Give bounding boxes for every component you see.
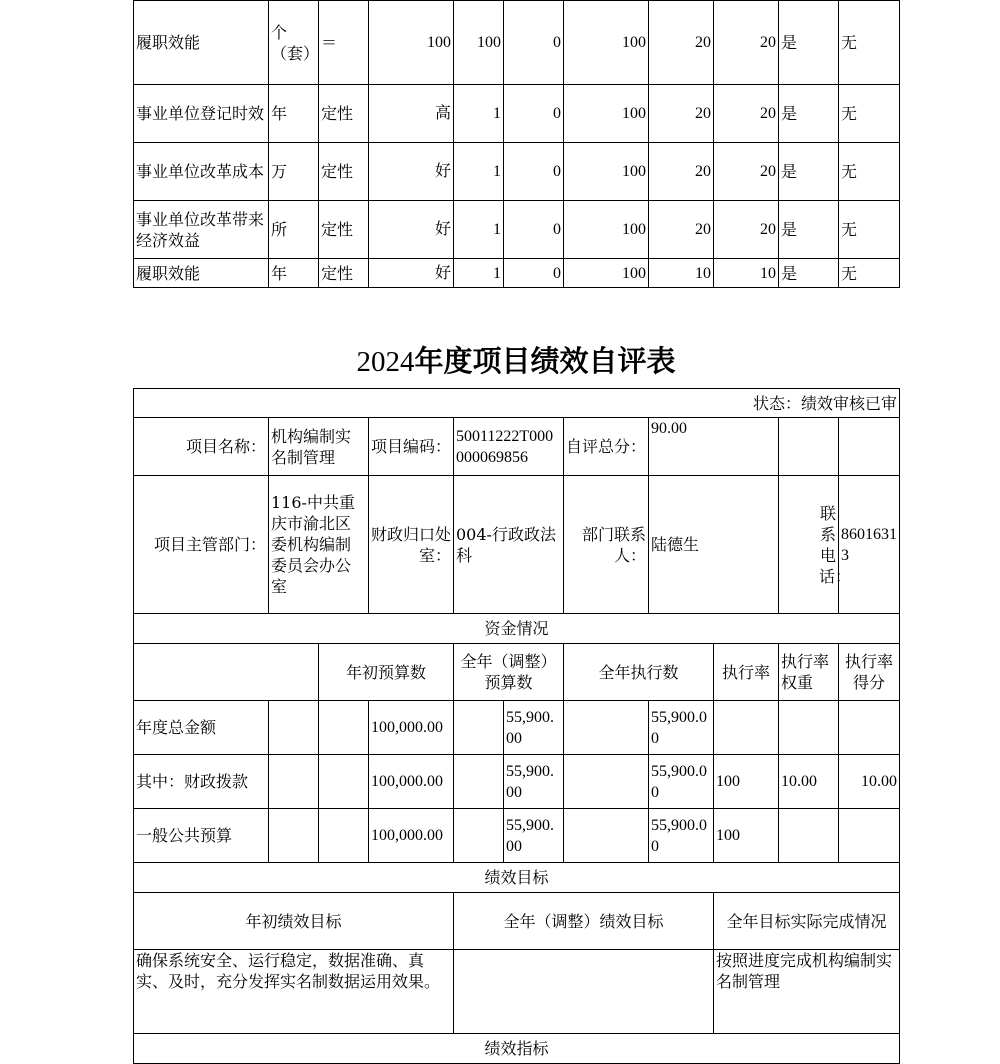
empty-cell — [454, 755, 504, 809]
project-code-label: 项目编码： — [369, 418, 454, 476]
indicator-score: 20 — [714, 1, 779, 85]
funds-executed: 55,900.00 — [649, 755, 714, 809]
indicator-nature: 定性 — [319, 201, 369, 259]
indicator-actual: 1 — [454, 201, 504, 259]
funds-adjusted: 55,900.00 — [504, 755, 564, 809]
indicator-value: 100 — [564, 259, 649, 288]
finance: 004-行政政法科 — [454, 476, 564, 614]
indicator-actual: 1 — [454, 85, 504, 143]
indicator-target: 好 — [369, 201, 454, 259]
indicator-weight: 20 — [649, 85, 714, 143]
indicator-actual: 1 — [454, 143, 504, 201]
title-text: 年度项目绩效自评表 — [414, 344, 676, 378]
indicator-weight: 20 — [649, 1, 714, 85]
funds-initial: 100,000.00 — [369, 755, 454, 809]
table-row — [134, 259, 900, 288]
empty-cell — [454, 701, 504, 755]
status-badge: 状态：绩效审核已审 — [134, 389, 900, 418]
goals-initial: 确保系统安全、运行稳定，数据准确、真实、及时，充分发挥实名制数据运用效果。 — [134, 950, 454, 1034]
indicator-weight: 20 — [649, 201, 714, 259]
empty-cell — [564, 701, 649, 755]
funds-section-header: 资金情况 — [134, 614, 900, 644]
goals-actual: 按照进度完成机构编制实名制管理 — [714, 950, 900, 1034]
empty-cell — [454, 809, 504, 863]
funds-rate: 100 — [714, 755, 779, 809]
funds-adjusted: 55,900.00 — [504, 701, 564, 755]
funds-row-label: 其中：财政拨款 — [134, 755, 269, 809]
table-row — [134, 201, 900, 259]
indicator-target: 好 — [369, 143, 454, 201]
funds-weight: 10.00 — [779, 755, 839, 809]
indicator-name: 事业单位改革成本 — [134, 143, 269, 201]
indicator-achieved: 是 — [779, 143, 839, 201]
dept: 116-中共重庆市渝北区委机构编制委员会办公室 — [269, 476, 369, 614]
indicator-value: 0 — [504, 201, 564, 259]
project-name-label: 项目名称： — [134, 418, 269, 476]
funds-header-initial: 年初预算数 — [319, 644, 454, 701]
indicator-remark: 无 — [839, 85, 900, 143]
table-row — [134, 143, 900, 201]
indicator-unit: 万 — [269, 143, 319, 201]
funds-executed: 55,900.00 — [649, 701, 714, 755]
goals-header-actual: 全年目标实际完成情况 — [714, 893, 900, 950]
indicator-name: 履职效能 — [134, 259, 269, 288]
indicator-score: 20 — [714, 143, 779, 201]
indicator-weight: 10 — [649, 259, 714, 288]
empty-cell — [319, 755, 369, 809]
contact: 陆德生 — [649, 476, 779, 614]
indicator-target: 好 — [369, 259, 454, 288]
indicator-remark: 无 — [839, 143, 900, 201]
empty-cell — [779, 418, 839, 476]
funds-row-label: 年度总金额 — [134, 701, 269, 755]
indicator-nature: ＝ — [319, 1, 369, 85]
funds-adjusted: 55,900.00 — [504, 809, 564, 863]
indicator-unit: 年 — [269, 85, 319, 143]
funds-score — [839, 701, 900, 755]
indicator-remark: 无 — [839, 259, 900, 288]
indicator-unit: 所 — [269, 201, 319, 259]
indicator-value: 100 — [564, 1, 649, 85]
indicator-score: 20 — [714, 201, 779, 259]
phone-label: 联系电话： — [779, 476, 839, 614]
indicator-actual: 1 — [454, 259, 504, 288]
indicator-nature: 定性 — [319, 143, 369, 201]
funds-initial: 100,000.00 — [369, 701, 454, 755]
funds-weight — [779, 701, 839, 755]
funds-score: 10.00 — [839, 755, 900, 809]
indicator-name: 履职效能 — [134, 1, 269, 85]
indicator-value: 0 — [504, 259, 564, 288]
indicator-target: 100 — [369, 1, 454, 85]
indicator-weight: 20 — [649, 143, 714, 201]
indicator-name: 事业单位登记时效 — [134, 85, 269, 143]
indicator-score: 10 — [714, 259, 779, 288]
funds-rate: 100 — [714, 809, 779, 863]
indicator-nature: 定性 — [319, 259, 369, 288]
indicator-achieved: 是 — [779, 1, 839, 85]
indicator-value: 0 — [504, 85, 564, 143]
indicators-section-header: 绩效指标 — [134, 1034, 900, 1064]
indicator-unit: 年 — [269, 259, 319, 288]
indicator-nature: 定性 — [319, 85, 369, 143]
empty-cell — [319, 809, 369, 863]
empty-cell — [564, 755, 649, 809]
project-name: 机构编制实名制管理 — [269, 418, 369, 476]
funds-executed: 55,900.00 — [649, 809, 714, 863]
funds-header-score: 执行率得分 — [839, 644, 900, 701]
indicator-remark: 无 — [839, 1, 900, 85]
indicator-value: 0 — [504, 1, 564, 85]
goals-header-initial: 年初绩效目标 — [134, 893, 454, 950]
goals-header-adjusted: 全年（调整）绩效目标 — [454, 893, 714, 950]
project-code: 50011222T000000069856 — [454, 418, 564, 476]
funds-weight — [779, 809, 839, 863]
empty-cell — [564, 809, 649, 863]
empty-cell — [269, 701, 319, 755]
goals-adjusted — [454, 950, 714, 1034]
indicator-remark: 无 — [839, 201, 900, 259]
funds-initial: 100,000.00 — [369, 809, 454, 863]
empty-cell — [269, 809, 319, 863]
self-score: 90.00 — [649, 418, 779, 476]
table-row — [134, 85, 900, 143]
indicator-target: 高 — [369, 85, 454, 143]
indicator-unit: 个（套） — [269, 1, 319, 85]
goals-section-header: 绩效目标 — [134, 863, 900, 893]
indicator-value: 100 — [564, 85, 649, 143]
indicator-value: 100 — [564, 201, 649, 259]
indicator-actual: 100 — [454, 1, 504, 85]
funds-header-rate: 执行率 — [714, 644, 779, 701]
indicator-value: 0 — [504, 143, 564, 201]
indicator-achieved: 是 — [779, 201, 839, 259]
table-row — [134, 1, 900, 85]
funds-score — [839, 809, 900, 863]
indicator-score: 20 — [714, 85, 779, 143]
empty-cell — [839, 418, 900, 476]
finance-label: 财政归口处室： — [369, 476, 454, 614]
empty-cell — [269, 755, 319, 809]
funds-header-executed: 全年执行数 — [564, 644, 714, 701]
funds-header-weight: 执行率权重 — [779, 644, 839, 701]
dept-label: 项目主管部门： — [134, 476, 269, 614]
self-evaluation-table — [133, 388, 900, 1064]
indicator-value: 100 — [564, 143, 649, 201]
contact-label: 部门联系人： — [564, 476, 649, 614]
self-score-label: 自评总分： — [564, 418, 649, 476]
indicator-table-continued — [133, 0, 900, 288]
empty-cell — [134, 644, 319, 701]
page-title — [133, 338, 899, 385]
empty-cell — [319, 701, 369, 755]
title-year: 2024 — [356, 346, 415, 378]
funds-header-adjusted: 全年（调整）预算数 — [454, 644, 564, 701]
indicator-name: 事业单位改革带来经济效益 — [134, 201, 269, 259]
funds-rate — [714, 701, 779, 755]
phone: 86016313 — [839, 476, 900, 614]
indicator-achieved: 是 — [779, 85, 839, 143]
funds-row-label: 一般公共预算 — [134, 809, 269, 863]
indicator-achieved: 是 — [779, 259, 839, 288]
